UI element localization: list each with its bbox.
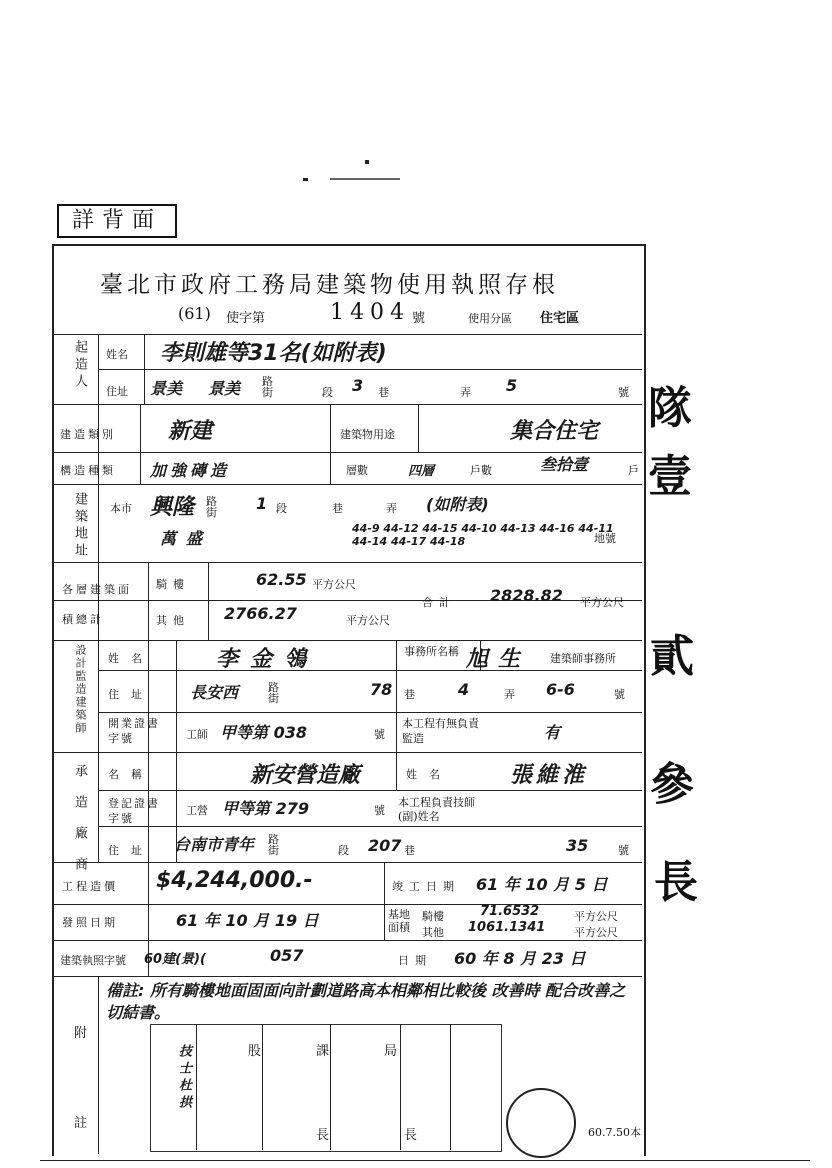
households-label: 戶數: [470, 464, 492, 477]
builder-address-hao: 號: [618, 386, 629, 399]
firm-duan: 段: [338, 844, 349, 857]
firm-cert-value: 甲等第 279: [222, 799, 309, 818]
site-local-city: 本市: [110, 502, 132, 515]
site-duan: 段: [276, 502, 287, 515]
permit-num-value: 057: [270, 946, 304, 965]
builder-address-hao-value: 5: [506, 376, 518, 395]
total-sqm: 平方公尺: [580, 596, 624, 609]
firm-hao-value: 35: [566, 836, 589, 855]
construct-type-value: 新建: [168, 419, 213, 444]
firm-registration-label: 登記證書字號: [108, 797, 160, 825]
permit-date-value: 60 年 8 月 23 日: [454, 949, 586, 968]
firm-hao: 號: [618, 844, 629, 857]
signature-bureau: 局: [384, 1044, 398, 1059]
floor-count-value: 四層: [408, 464, 435, 479]
builder-address-city: 景美: [150, 379, 183, 398]
site-arcade-label: 騎樓: [422, 910, 444, 923]
households-value: 叁拾壹: [540, 455, 589, 474]
signature-section-chief: 股: [248, 1044, 262, 1059]
firm-jie: 路街: [268, 833, 279, 857]
side-stamp-char: 參: [650, 759, 694, 810]
tech-name-label: 姓名: [406, 768, 452, 781]
site-jie: 路街: [206, 495, 217, 519]
responsible-value: 有: [544, 723, 561, 742]
side-stamp-char: 隊: [648, 383, 692, 434]
zone-value: 住宅區: [540, 311, 580, 326]
use-value: 集合住宅: [510, 419, 599, 444]
signature-technician: 技士杜拱: [176, 1044, 191, 1112]
designer-name-label: 姓名: [108, 652, 154, 665]
firm-cert-hao: 號: [374, 804, 385, 817]
firm-address-label: 住址: [108, 844, 154, 857]
form-title: 臺北市政府工務局建築物使用執照存根: [100, 272, 559, 298]
site-street-value: 興隆: [150, 495, 195, 520]
detail-back-tag: 詳背面: [57, 204, 177, 238]
site-lot-label: 地號: [594, 532, 616, 545]
firm-name-value: 新安營造廠: [250, 763, 361, 788]
arcade-area-value: 62.55: [256, 570, 307, 589]
permit-no-label: 建築執照字號: [60, 954, 126, 967]
remarks-side-label-2: 註: [74, 1116, 88, 1131]
side-stamp-char: 長: [654, 857, 698, 908]
worker-class-label: 工營: [186, 804, 208, 817]
site-section-value: 萬盛: [160, 529, 213, 548]
issue-date-value: 61 年 10 月 19 日: [176, 911, 319, 930]
use-label: 建築物用途: [340, 428, 395, 441]
arcade-label: 騎樓: [156, 578, 190, 591]
site-area-label: 基地面積: [388, 908, 410, 934]
signature-bureau-chief: 長: [404, 1128, 418, 1143]
office-name-label: 事務所名稱: [404, 645, 459, 658]
permit-date-label: 日期: [398, 954, 432, 967]
builder-address-xiang: 巷: [378, 386, 389, 399]
total-area-value: 2828.82: [490, 586, 563, 605]
builder-address-label: 住址: [106, 385, 128, 398]
remarks-side-label: 附: [74, 1026, 88, 1041]
designer-section-label: 設計監造建築師: [74, 644, 87, 735]
permit-year-prefix: (61): [178, 304, 211, 323]
other-sqm: 平方公尺: [346, 614, 390, 627]
site-lots: 44-9 44-12 44-15 44-10 44-13 44-16 44-11 44-14 44-17 44-18: [352, 522, 614, 548]
households-unit: 戶: [628, 464, 639, 477]
designer-address-label: 住址: [108, 688, 154, 701]
builder-address-district: 景美: [208, 379, 241, 398]
cost-value: $4,244,000.-: [156, 868, 313, 893]
architect-office-label: 建築師事務所: [550, 652, 616, 665]
site-section-label: 建築地址: [72, 492, 87, 560]
firm-xiang: 巷: [404, 844, 415, 857]
remarks-text: 備註: 所有騎樓地面固面向計劃道路高本相鄰相比較後 改善時 配合改善之切結書。: [106, 981, 626, 1022]
builder-name-label: 姓名: [106, 348, 128, 361]
firm-address-value: 台南市青年: [174, 835, 255, 854]
site-arcade-sqm: 平方公尺: [574, 910, 618, 923]
architect-address-value: 長安西: [190, 683, 239, 702]
builder-section-label: 起造人: [72, 340, 87, 391]
tech-title-label: 本工程負責技師(副)姓名: [398, 796, 475, 823]
site-other-sqm: 平方公尺: [574, 926, 618, 939]
office-name-value: 旭生: [466, 647, 531, 672]
permit-number: 1404: [330, 300, 410, 325]
permit-word-label: 使字第: [226, 311, 266, 326]
site-note: (如附表): [426, 495, 489, 514]
builder-address-duan: 段: [322, 386, 333, 399]
site-other-label: 其他: [422, 926, 444, 939]
architect-alley-value: 6-6: [546, 680, 575, 699]
site-duan-value: 1: [256, 494, 268, 513]
side-stamp-char: 貳: [650, 631, 694, 682]
scan-speck: [365, 160, 369, 164]
tech-name-value: 張維淮: [510, 763, 589, 788]
architect-hao: 號: [614, 688, 625, 701]
architect-cert-value: 甲等第 038: [220, 723, 307, 742]
architect-xiang: 巷: [404, 688, 415, 701]
zone-label: 使用分區: [468, 312, 512, 325]
site-arcade-value: 71.6532: [480, 904, 540, 919]
stamp-code: 60.7.50本: [588, 1126, 641, 1139]
architect-lane-value: 4: [458, 680, 470, 699]
site-other-value: 1061.1341: [468, 920, 546, 935]
architect-jie: 路街: [268, 681, 279, 705]
total-label: 合計: [422, 596, 456, 609]
permit-number-suffix: 號: [412, 311, 426, 326]
scan-speck: [303, 178, 308, 181]
signature-division: 課: [316, 1044, 330, 1059]
architect-nong: 弄: [504, 688, 515, 701]
round-seal: [506, 1088, 576, 1158]
other-area-value: 2766.27: [224, 604, 297, 623]
signature-division-chief: 長: [316, 1128, 330, 1143]
firm-lane-value: 207: [368, 836, 402, 855]
other-label: 其他: [156, 614, 190, 627]
cost-label: 工程造價: [62, 880, 118, 893]
floor-count-label: 層數: [346, 464, 368, 477]
permit-word-value: 60建(景)(: [144, 952, 206, 967]
architect-no-value: 78: [370, 680, 393, 699]
responsible-label: 本工程有無負責監造: [402, 717, 479, 745]
arcade-sqm: 平方公尺: [312, 578, 356, 591]
builder-address-nong: 弄: [460, 386, 471, 399]
scan-speck: [330, 178, 400, 180]
builder-address-duan-value: 3: [352, 376, 364, 395]
builder-name-value: 李則雄等31名(如附表): [160, 341, 387, 366]
struct-type-value: 加強磚造: [150, 461, 231, 480]
floor-area-label: 各層建築面積總計: [62, 583, 132, 626]
builder-address-jie: 路街: [262, 375, 273, 399]
architect-name-value: 李金鴒: [216, 647, 319, 672]
complete-date-value: 61 年 10 月 5 日: [476, 875, 608, 894]
complete-date-label: 竣工日期: [392, 880, 460, 893]
firm-name-label: 名稱: [108, 768, 154, 781]
engineer-class-label: 工師: [186, 728, 208, 741]
site-xiang: 巷: [332, 502, 343, 515]
architect-cert-label: 開業證書字號: [108, 717, 160, 745]
side-stamp-char: 壹: [648, 451, 692, 502]
issue-date-label: 發照日期: [62, 916, 118, 929]
struct-type-label: 構造種類: [60, 464, 116, 477]
contractor-section-label: 承造廠商: [72, 764, 87, 888]
construct-type-label: 建造類別: [60, 428, 116, 441]
architect-cert-hao: 號: [374, 728, 385, 741]
site-nong: 弄: [386, 502, 397, 515]
